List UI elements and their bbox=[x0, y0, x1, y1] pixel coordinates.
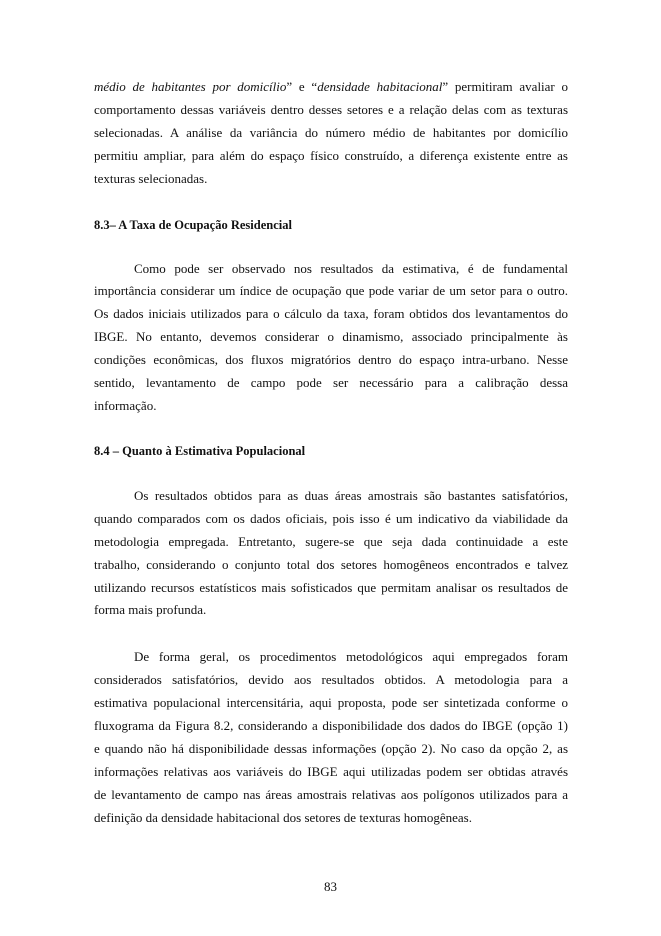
spacer bbox=[94, 418, 568, 442]
paragraph-8-4-b bbox=[94, 646, 568, 829]
text-line: IBGE. No entanto, devemos considerar o dinamismo, associado principalmente às bbox=[94, 329, 568, 345]
page-number: 83 bbox=[324, 879, 337, 894]
text-line: Os dados iniciais utilizados para o cálculo da taxa, foram obtidos dos levantamentos do bbox=[94, 306, 568, 322]
text-line: de levantamento de campo nas áreas amostrais relativas aos polígonos utilizados para a bbox=[94, 786, 568, 802]
text-line: trabalho, considerando o conjunto total dos setores homogêneos encontrados e talvez bbox=[94, 556, 568, 572]
spacer bbox=[94, 191, 568, 216]
text-line: permitiu ampliar, para além do espaço físico construído, a diferença existente entre as bbox=[94, 147, 568, 163]
italic-term: médio de habitantes por domicílio bbox=[94, 79, 287, 94]
text-line: sentido, levantamento de campo pode ser necessário para a calibração dessa bbox=[94, 375, 568, 391]
text-line bbox=[94, 258, 568, 281]
text-line: metodologia empregada. Entretanto, sugere-se que seja dada continuidade a este bbox=[94, 533, 568, 549]
text-line: importância considerar um índice de ocupação que pode variar de um setor para o outro. bbox=[94, 283, 568, 299]
paragraph-intro bbox=[94, 76, 568, 191]
text-line: comportamento dessas variáveis dentro desses setores e a relação delas com as texturas bbox=[94, 101, 568, 117]
text-line bbox=[94, 76, 568, 99]
text-line: texturas selecionadas. bbox=[94, 170, 208, 186]
section-heading-8-3: 8.3– A Taxa de Ocupação Residencial bbox=[94, 217, 292, 232]
text-line: forma mais profunda. bbox=[94, 602, 207, 618]
spacer bbox=[94, 622, 568, 646]
text-line: considerados satisfatórios, devido aos resultados obtidos. A metodologia para a bbox=[94, 672, 568, 688]
text-line: quando comparados com os dados oficiais, pois isso é um indicativo da viabilidade da bbox=[94, 510, 568, 526]
spacer bbox=[94, 234, 568, 258]
spacer bbox=[94, 460, 568, 485]
page-body bbox=[94, 76, 568, 830]
text-fragment: Os resultados obtidos para as duas áreas amostrais são bastantes satisfatórios, bbox=[134, 487, 568, 503]
text-line: e quando não há disponibilidade dessas informações (opção 2). No caso da opção 2, as bbox=[94, 740, 568, 756]
text-line: selecionadas. A análise da variância do número médio de habitantes por domicílio bbox=[94, 124, 568, 140]
text-line bbox=[94, 646, 568, 669]
text-line: fluxograma da Figura 8.2, considerando a disponibilidade dos dados do IBGE (opção 1) bbox=[94, 718, 568, 734]
paragraph-8-3 bbox=[94, 258, 568, 418]
text-fragment: ” e “ bbox=[286, 79, 318, 94]
section-heading-8-4: 8.4 – Quanto à Estimativa Populacional bbox=[94, 443, 306, 458]
text-fragment: De forma geral, os procedimentos metodológicos aqui empregados foram bbox=[134, 649, 568, 665]
text-line: definição da densidade habitacional dos setores de texturas homogêneas. bbox=[94, 809, 472, 825]
text-line: estimativa populacional intercensitária, aqui proposta, pode ser sintetizada conforme o bbox=[94, 695, 568, 711]
text-fragment: ” permitiram avaliar o bbox=[442, 79, 568, 94]
text-line: informações relativas aos variáveis do IBGE aqui utilizadas podem ser obtidas através bbox=[94, 763, 568, 779]
text-line bbox=[94, 485, 568, 508]
text-line: utilizando recursos estatísticos mais sofisticados que permitam analisar os resultados de bbox=[94, 579, 568, 595]
text-line: informação. bbox=[94, 397, 157, 413]
paragraph-8-4-a bbox=[94, 485, 568, 622]
text-line: condições econômicas, dos fluxos migratórios dentro do espaço intra-urbano. Nesse bbox=[94, 352, 568, 368]
italic-term: densidade habitacional bbox=[317, 79, 443, 94]
text-fragment: Como pode ser observado nos resultados da estimativa, é de fundamental bbox=[134, 260, 568, 276]
